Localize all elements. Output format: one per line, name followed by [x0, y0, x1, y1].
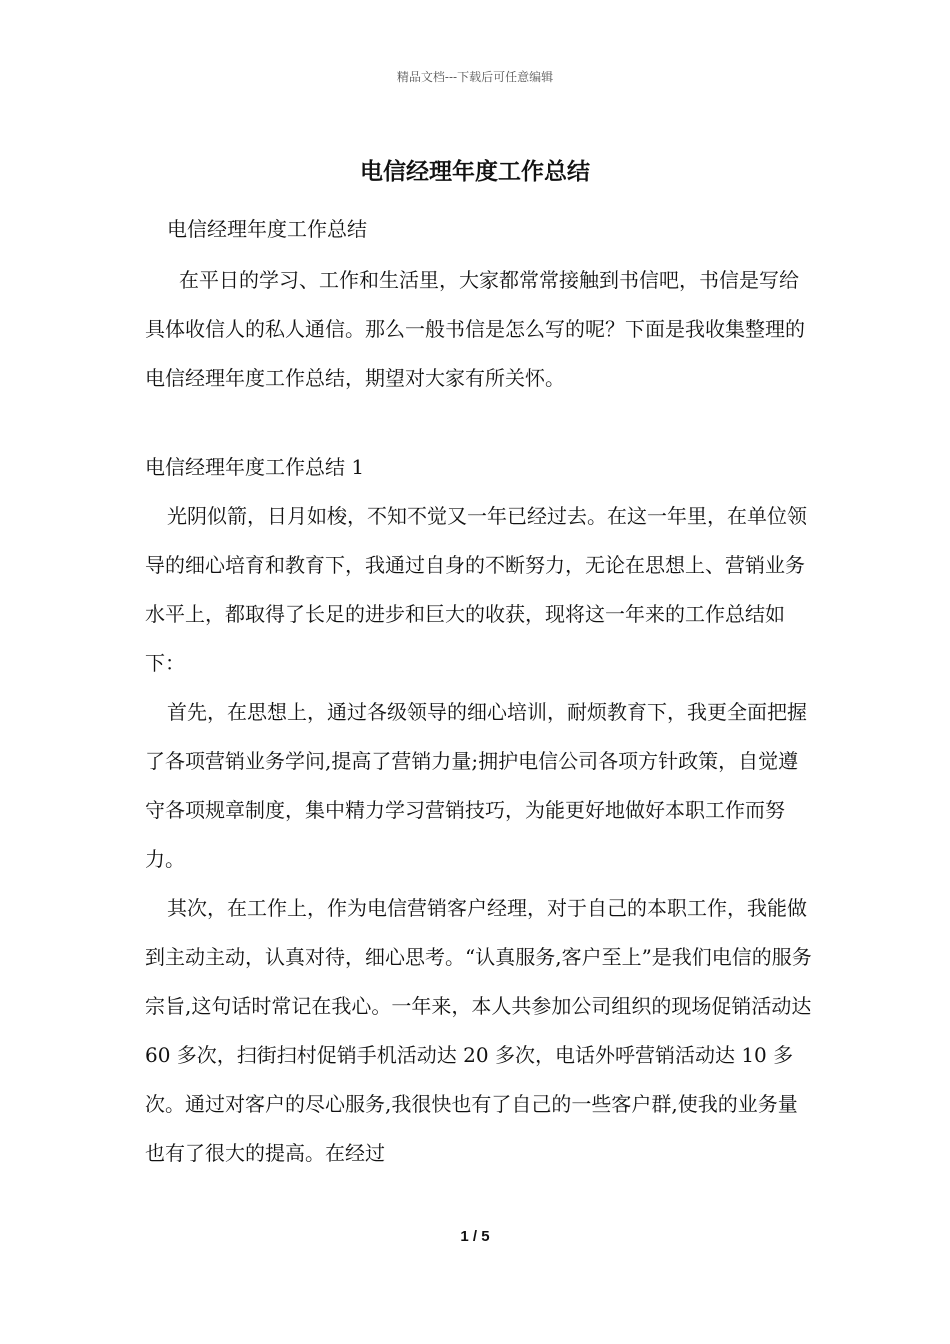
page-number: 1 / 5 [460, 1228, 490, 1245]
body-paragraph: 光阴似箭，日月如梭，不知不觉又一年已经过去。在这一年里，在单位领导的细心培育和教育下，我通过自身的不断努力，无论在思想上、营销业务水平上，都取得了长足的进步和巨大的收获，现将这一年来的工作总结如下： [145, 504, 807, 675]
body-paragraph: 其次，在工作上，作为电信营销客户经理，对于自己的本职工作，我能做到主动主动，认真对待，细心思考。“认真服务,客户至上”是我们电信的服务宗旨,这句话时常记在我心。一年来，本人共参加公司组织的现场促销活动达 60 多次，扫街扫村促销手机活动达 20 多次，电话外呼营销活动达 10 多次。通过对客户的尽心服务,我很快也有了自己的一些客户群,使我的业务量也有了很大的提高。在经过 [145, 896, 812, 1165]
body-paragraph: 首先，在思想上，通过各级领导的细心培训，耐烦教育下，我更全面把握了各项营销业务学问,提高了营销力量;拥护电信公司各项方针政策，自觉遵守各项规章制度，集中精力学习营销技巧，为能更好地做好本职工作而努力。 [145, 700, 807, 871]
intro-paragraph: 在平日的学习、工作和生活里，大家都常常接触到书信吧，书信是写给具体收信人的私人通信。那么一般书信是怎么写的呢？下面是我收集整理的电信经理年度工作总结，期望对大家有所关怀。 [145, 268, 805, 390]
document-body [145, 205, 815, 1178]
document-subtitle: 电信经理年度工作总结 [167, 217, 367, 241]
header-note: 精品文档---下载后可任意编辑 [396, 70, 554, 84]
document-title: 电信经理年度工作总结 [360, 158, 590, 185]
section-heading: 电信经理年度工作总结 1 [145, 455, 365, 479]
spacer [145, 403, 815, 443]
